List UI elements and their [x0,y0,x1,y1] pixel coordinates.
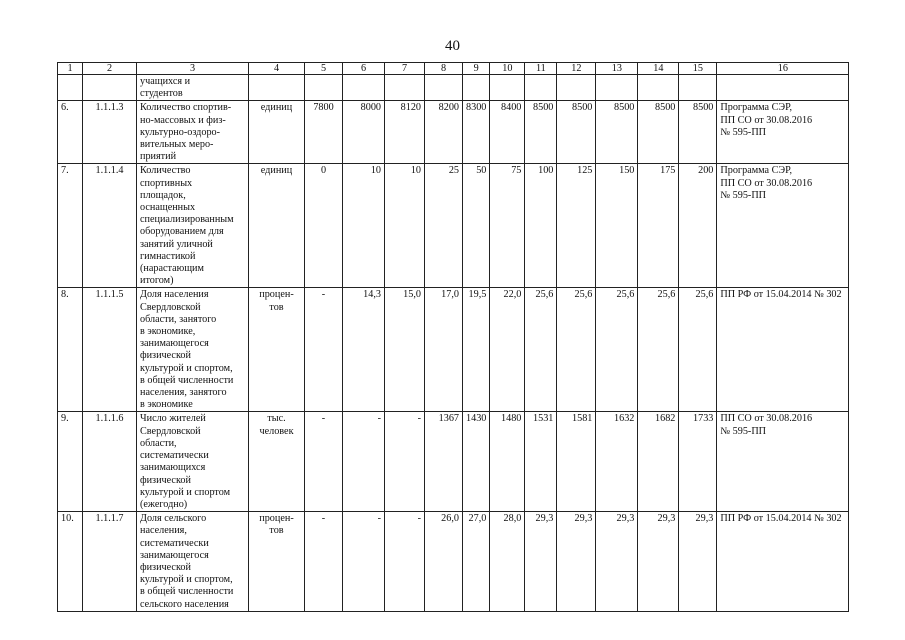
value-cell [525,75,557,101]
header-cell: 11 [525,63,557,75]
value-cell: 1531 [525,412,557,512]
header-cell: 8 [425,63,463,75]
value-cell: 14,3 [343,288,385,412]
value-cell: 26,0 [425,512,463,612]
value-cell: - [385,412,425,512]
value-cell: - [305,412,343,512]
header-cell: 15 [679,63,717,75]
value-cell: - [305,512,343,612]
value-cell: 28,0 [490,512,525,612]
indicator-name: Доля населения Свердловской области, занятого в экономике, занимающегося физической культурой и спортом, в общей численности населения, занятого в экономике [137,288,249,412]
table-row [58,412,849,512]
value-cell: 125 [557,164,596,288]
table-row [58,164,849,288]
value-cell: 15,0 [385,288,425,412]
value-cell: 29,3 [638,512,679,612]
header-cell: 16 [717,63,849,75]
indicator-code: 1.1.1.7 [83,512,137,612]
unit: процен- тов [249,512,305,612]
indicator-name: Количество спортивных площадок, оснащенных специализированным оборудованием для занятий уличной гимнастикой (нарастающим итогом) [137,164,249,288]
header-cell: 4 [249,63,305,75]
header-cell: 10 [490,63,525,75]
source: ПП РФ от 15.04.2014 № 302 [717,288,849,412]
value-cell [425,75,463,101]
indicator-name: Число жителей Свердловской области, систематически занимающихся физической культурой и спортом (ежегодно) [137,412,249,512]
value-cell: 150 [596,164,638,288]
value-cell: 1632 [596,412,638,512]
table-row [58,75,849,101]
source: Программа СЭР, ПП СО от 30.08.2016 № 595-ПП [717,164,849,288]
value-cell: 7800 [305,101,343,164]
header-cell: 13 [596,63,638,75]
indicators-table [57,62,849,612]
unit [249,75,305,101]
value-cell: 1581 [557,412,596,512]
table-row [58,101,849,164]
value-cell: 25,6 [638,288,679,412]
indicator-code: 1.1.1.4 [83,164,137,288]
value-cell: 8300 [463,101,490,164]
value-cell: - [385,512,425,612]
value-cell: 175 [638,164,679,288]
header-cell: 7 [385,63,425,75]
header-cell: 14 [638,63,679,75]
value-cell: 8200 [425,101,463,164]
value-cell: - [343,412,385,512]
value-cell: 29,3 [557,512,596,612]
value-cell: 75 [490,164,525,288]
value-cell [305,75,343,101]
value-cell: 8500 [679,101,717,164]
source: ПП СО от 30.08.2016 № 595-ПП [717,412,849,512]
row-number: 10. [58,512,83,612]
value-cell: 29,3 [679,512,717,612]
indicator-code: 1.1.1.6 [83,412,137,512]
header-cell: 9 [463,63,490,75]
value-cell: 25,6 [525,288,557,412]
value-cell: 25 [425,164,463,288]
value-cell: 27,0 [463,512,490,612]
row-number [58,75,83,101]
value-cell: 1430 [463,412,490,512]
row-number: 6. [58,101,83,164]
indicator-code [83,75,137,101]
value-cell [679,75,717,101]
table-row [58,512,849,612]
value-cell: 8500 [525,101,557,164]
table-row [58,288,849,412]
row-number: 8. [58,288,83,412]
indicator-name: учащихся и студентов [137,75,249,101]
value-cell: 8000 [343,101,385,164]
header-cell: 3 [137,63,249,75]
value-cell: 25,6 [679,288,717,412]
indicator-name: Доля сельского населения, систематически занимающегося физической культурой и спортом, в общей численности сельского населения [137,512,249,612]
header-cell: 5 [305,63,343,75]
row-number: 9. [58,412,83,512]
value-cell: 0 [305,164,343,288]
unit: единиц [249,101,305,164]
value-cell: 100 [525,164,557,288]
value-cell: - [343,512,385,612]
value-cell [557,75,596,101]
value-cell: 8500 [638,101,679,164]
value-cell [385,75,425,101]
value-cell: 1733 [679,412,717,512]
indicator-code: 1.1.1.5 [83,288,137,412]
value-cell [343,75,385,101]
value-cell [490,75,525,101]
header-cell: 1 [58,63,83,75]
value-cell: 1480 [490,412,525,512]
value-cell: - [305,288,343,412]
value-cell: 22,0 [490,288,525,412]
value-cell: 1367 [425,412,463,512]
value-cell: 25,6 [596,288,638,412]
value-cell [463,75,490,101]
unit: тыс. человек [249,412,305,512]
value-cell: 8120 [385,101,425,164]
header-cell: 6 [343,63,385,75]
indicator-code: 1.1.1.3 [83,101,137,164]
header-cell: 12 [557,63,596,75]
header-row [58,63,849,75]
unit: процен- тов [249,288,305,412]
value-cell: 29,3 [596,512,638,612]
value-cell: 50 [463,164,490,288]
page-number: 40 [445,38,460,54]
value-cell: 25,6 [557,288,596,412]
source: Программа СЭР, ПП СО от 30.08.2016 № 595-ПП [717,101,849,164]
header-cell: 2 [83,63,137,75]
value-cell [596,75,638,101]
value-cell: 8500 [596,101,638,164]
value-cell: 200 [679,164,717,288]
value-cell [638,75,679,101]
value-cell: 1682 [638,412,679,512]
source [717,75,849,101]
value-cell: 19,5 [463,288,490,412]
source: ПП РФ от 15.04.2014 № 302 [717,512,849,612]
indicator-name: Количество спортив- но-массовых и физ- культурно-оздоро- вительных меро- приятий [137,101,249,164]
unit: единиц [249,164,305,288]
value-cell: 8500 [557,101,596,164]
value-cell: 29,3 [525,512,557,612]
value-cell: 17,0 [425,288,463,412]
value-cell: 8400 [490,101,525,164]
row-number: 7. [58,164,83,288]
value-cell: 10 [385,164,425,288]
value-cell: 10 [343,164,385,288]
